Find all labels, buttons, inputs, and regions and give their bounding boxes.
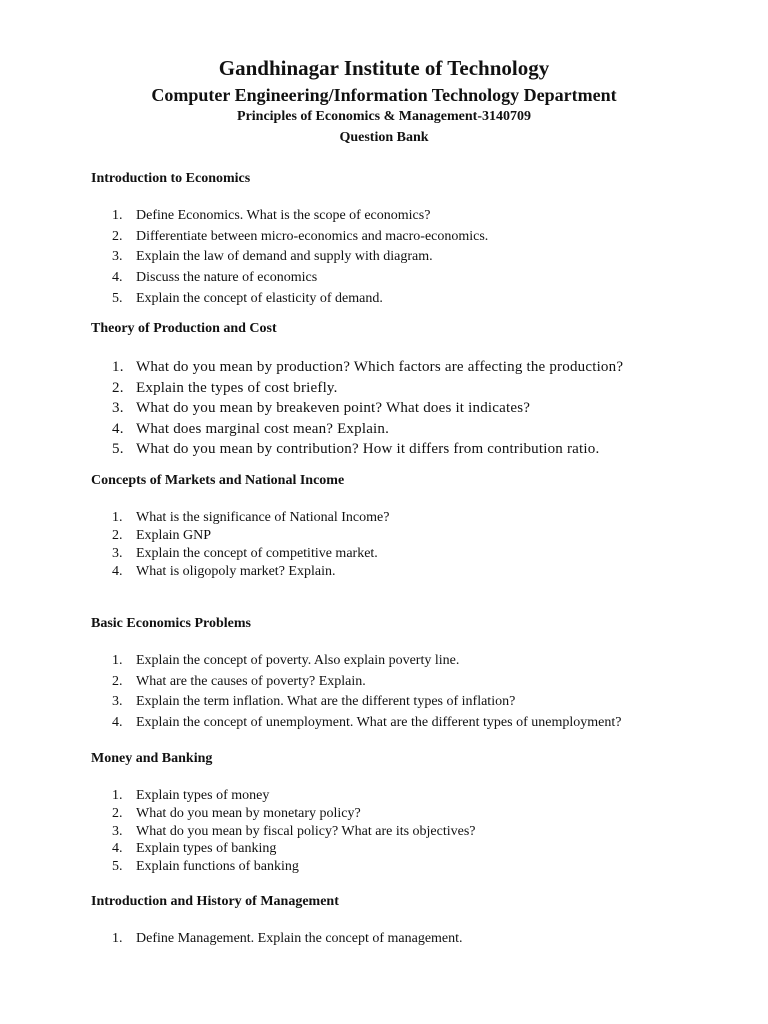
- question-text: What are the causes of poverty? Explain.: [136, 673, 366, 689]
- section-heading: Money and Banking: [91, 751, 213, 766]
- question-number: 2.: [112, 805, 123, 821]
- question-number: 5.: [112, 441, 124, 457]
- question-number: 4.: [112, 420, 124, 437]
- subject-title: Principles of Economics & Management-3140709: [237, 109, 531, 124]
- question-text: What do you mean by production? Which factors are affecting the production?: [136, 359, 624, 375]
- question-text: Explain the types of cost briefly.: [136, 379, 338, 396]
- question-text: Explain the term inflation. What are the different types of inflation?: [136, 694, 516, 709]
- section-heading: Theory of Production and Cost: [91, 321, 277, 336]
- question-text: Explain the concept of poverty. Also explain poverty line.: [136, 653, 460, 668]
- question-item: [112, 672, 621, 693]
- question-text: Discuss the nature of economics: [136, 270, 318, 286]
- question-item: [112, 527, 389, 545]
- question-item: [112, 289, 488, 310]
- question-item: [112, 419, 623, 440]
- question-text: What do you mean by breakeven point? What does it indicates?: [136, 400, 531, 416]
- question-item: [112, 247, 488, 268]
- question-item: [112, 651, 621, 672]
- question-item: [112, 805, 476, 823]
- question-item: [112, 787, 476, 805]
- question-item: [112, 357, 623, 378]
- question-list: [112, 787, 476, 876]
- question-text: Explain the concept of elasticity of demand.: [136, 290, 383, 306]
- question-item: [112, 439, 623, 460]
- doc-type: Question Bank: [339, 130, 429, 145]
- question-item: [112, 206, 488, 227]
- question-list: [112, 930, 463, 948]
- question-item: [112, 509, 389, 527]
- question-list: [112, 206, 488, 310]
- question-item: [112, 545, 389, 563]
- question-item: [112, 268, 488, 289]
- question-text: Explain the law of demand and supply with diagram.: [136, 249, 433, 265]
- question-item: [112, 227, 488, 248]
- question-number: 1.: [112, 653, 123, 668]
- question-text: Explain functions of banking: [136, 859, 299, 875]
- question-number: 3.: [112, 823, 123, 839]
- question-number: 4.: [112, 564, 123, 579]
- question-item: [112, 692, 621, 713]
- section-heading: Introduction to Economics: [91, 171, 251, 186]
- question-item: [112, 378, 623, 399]
- question-number: 5.: [112, 290, 123, 306]
- department-title: Computer Engineering/Information Technology Department: [151, 85, 617, 105]
- question-text: What is oligopoly market? Explain.: [136, 564, 336, 579]
- question-number: 2.: [112, 673, 123, 689]
- question-list: [112, 357, 623, 460]
- question-number: 2.: [112, 379, 124, 396]
- question-item: [112, 823, 476, 841]
- question-item: [112, 398, 623, 419]
- question-number: 1.: [112, 510, 123, 525]
- question-text: Explain GNP: [136, 528, 212, 543]
- question-number: 2.: [112, 228, 123, 244]
- question-text: What is the significance of National Income?: [136, 510, 390, 525]
- question-text: Explain types of money: [136, 788, 270, 803]
- question-text: What do you mean by fiscal policy? What are its objectives?: [136, 823, 476, 839]
- question-number: 4.: [112, 841, 123, 857]
- question-number: 1.: [112, 359, 124, 375]
- question-number: 2.: [112, 528, 123, 543]
- question-item: [112, 563, 389, 581]
- question-list: [112, 509, 389, 581]
- question-item: [112, 930, 463, 948]
- section-heading: Basic Economics Problems: [91, 616, 251, 631]
- institute-title: Gandhinagar Institute of Technology: [218, 56, 550, 80]
- question-item: [112, 713, 621, 734]
- question-number: 4.: [112, 714, 123, 730]
- question-number: 1.: [112, 788, 123, 803]
- question-text: Explain types of banking: [136, 841, 277, 857]
- question-number: 1.: [112, 931, 123, 946]
- question-text: Differentiate between micro-economics and macro-economics.: [136, 228, 489, 244]
- question-text: Define Management. Explain the concept of management.: [136, 931, 463, 946]
- question-number: 3.: [112, 249, 123, 265]
- question-number: 3.: [112, 694, 123, 709]
- section-heading: Concepts of Markets and National Income: [91, 473, 345, 488]
- question-number: 5.: [112, 859, 123, 875]
- question-number: 3.: [112, 546, 123, 561]
- question-item: [112, 840, 476, 858]
- section-heading: Introduction and History of Management: [91, 894, 339, 909]
- question-text: Explain the concept of competitive market.: [136, 546, 378, 561]
- question-text: What do you mean by contribution? How it differs from contribution ratio.: [136, 441, 600, 457]
- question-list: [112, 651, 621, 733]
- question-number: 1.: [112, 208, 123, 223]
- question-text: Define Economics. What is the scope of economics?: [136, 208, 431, 223]
- question-number: 3.: [112, 400, 124, 416]
- question-text: Explain the concept of unemployment. What are the different types of unemployment?: [136, 714, 622, 730]
- question-item: [112, 858, 476, 876]
- question-number: 4.: [112, 270, 123, 286]
- question-text: What do you mean by monetary policy?: [136, 805, 361, 821]
- question-text: What does marginal cost mean? Explain.: [136, 420, 390, 437]
